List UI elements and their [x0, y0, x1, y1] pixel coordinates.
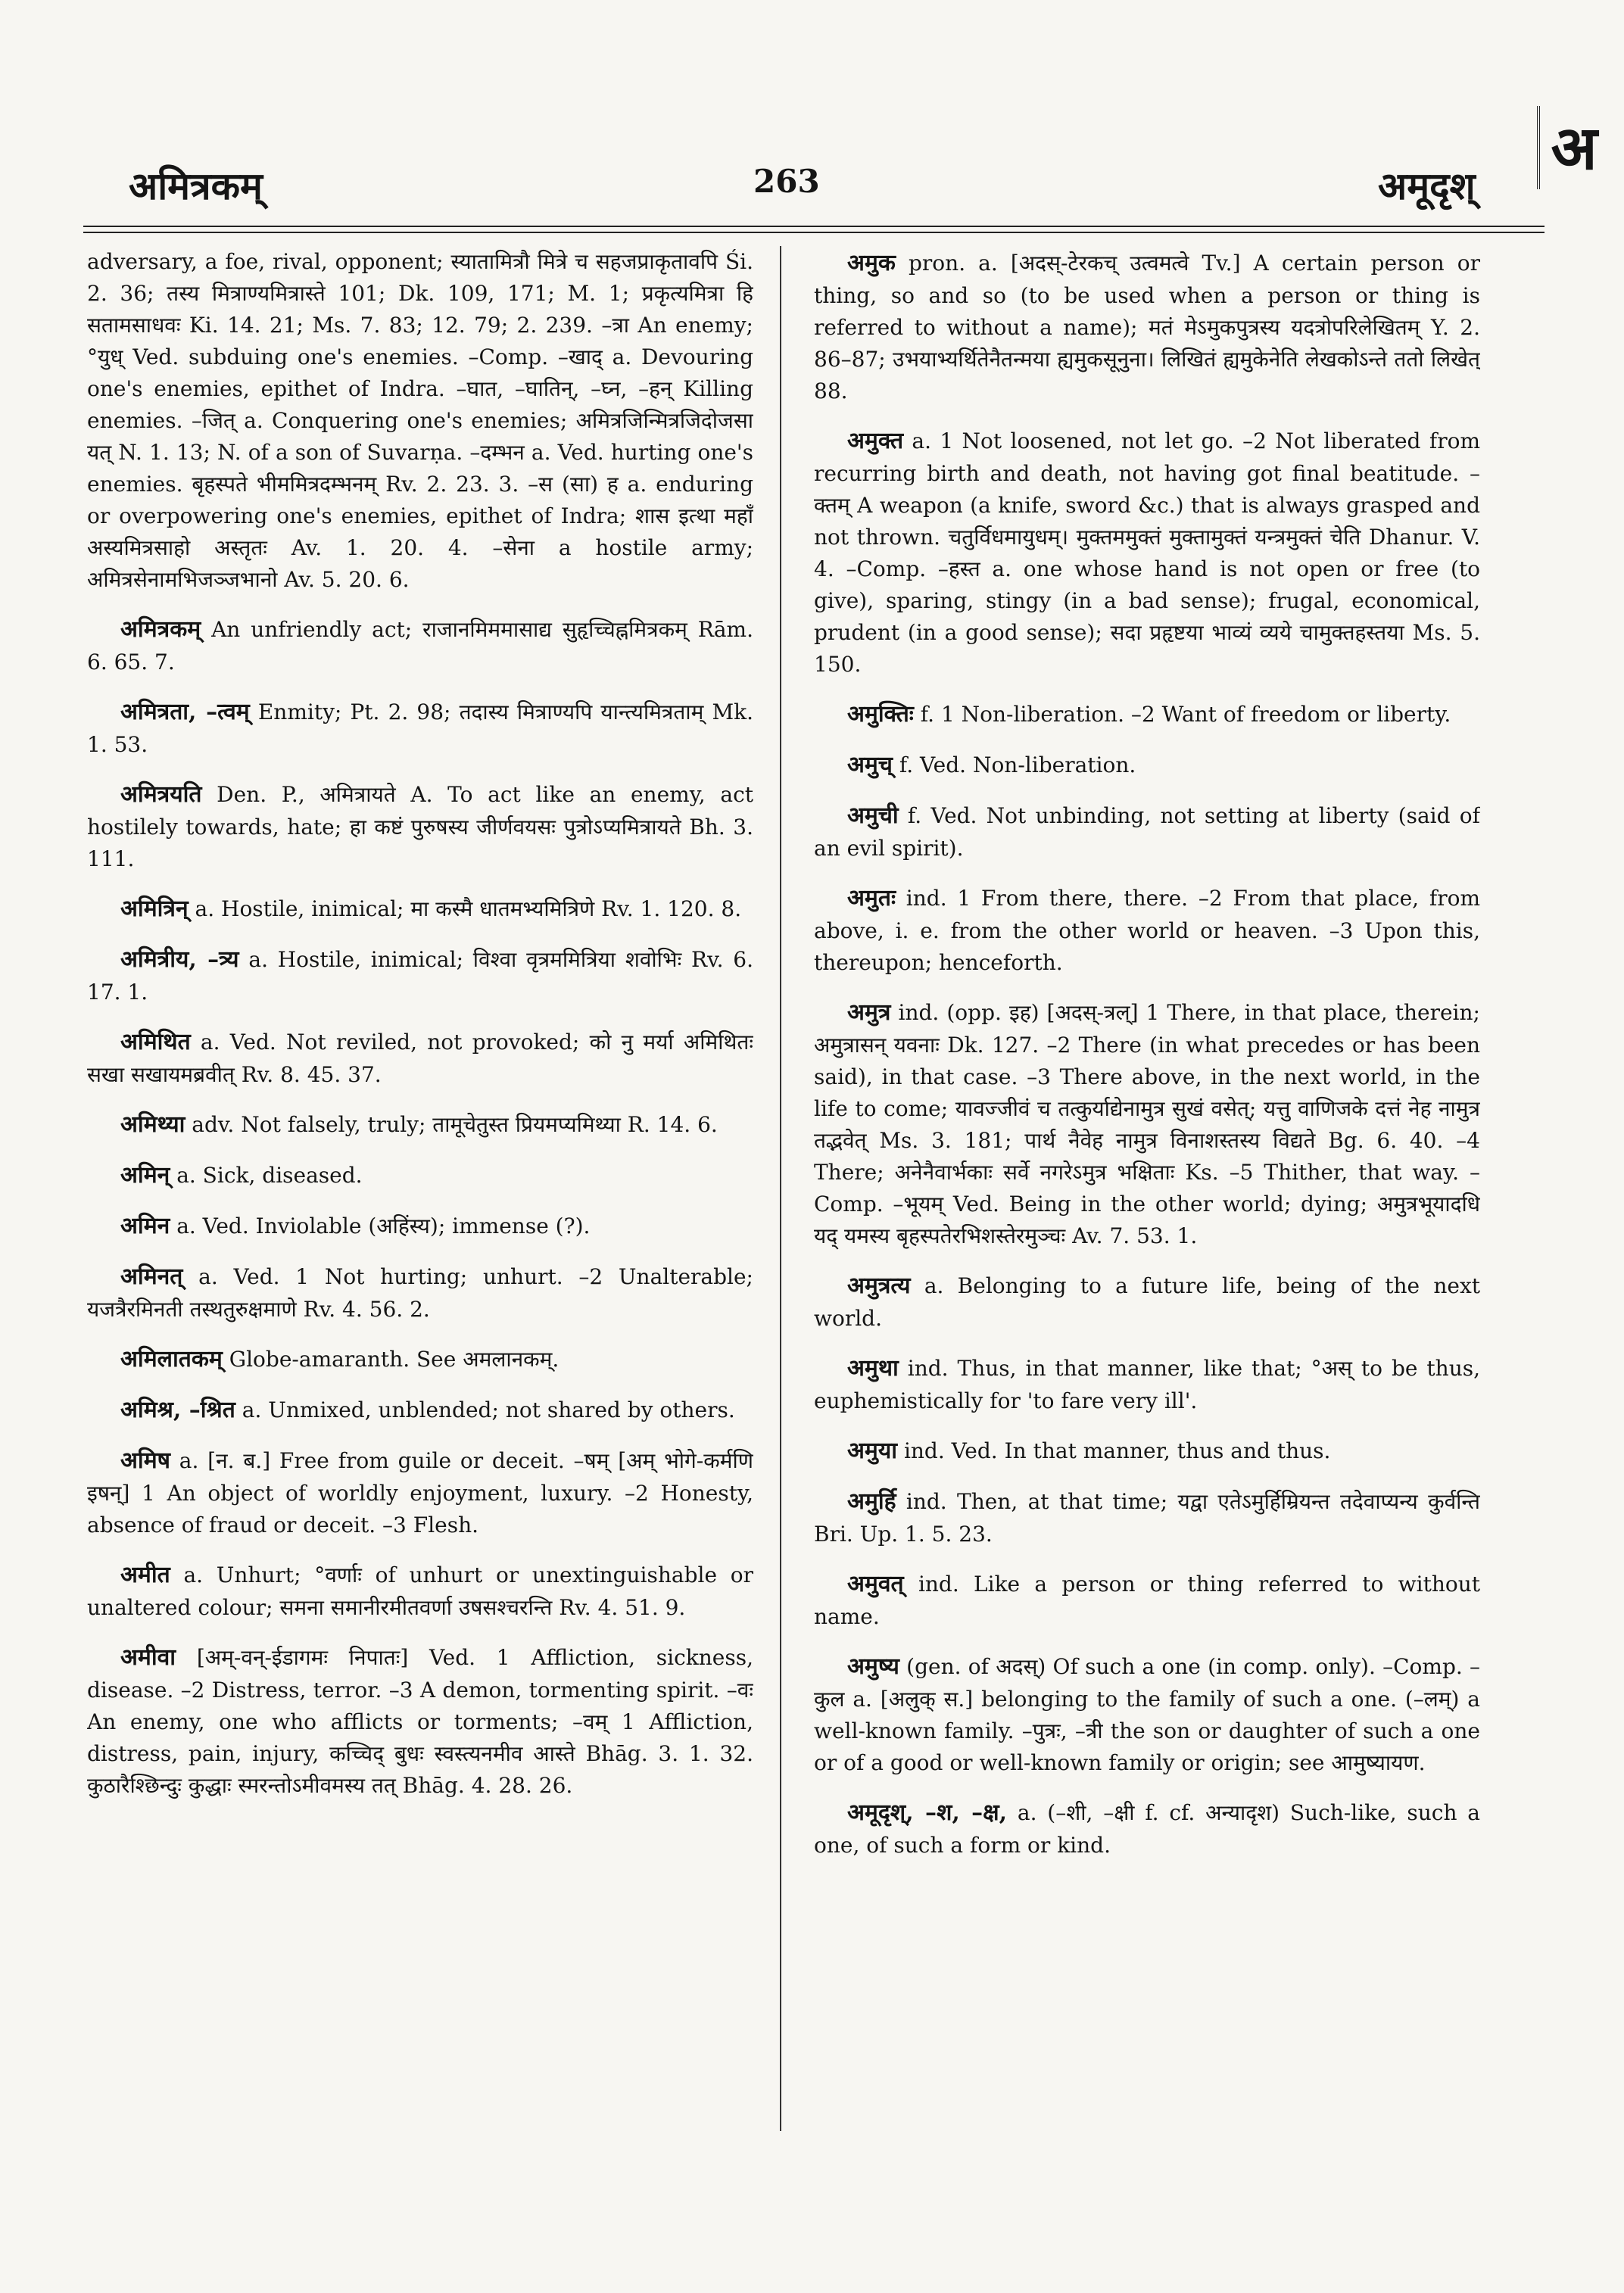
entry-definition: ind. Like a person or thing referred to without name.: [814, 1572, 1480, 1629]
entry-definition: f. 1 Non-liberation. –2 Want of freedom or liberty.: [920, 702, 1451, 727]
headword: अमिन्: [120, 1162, 170, 1189]
dictionary-entry: [814, 995, 1480, 1252]
dictionary-entry: [87, 1558, 753, 1624]
entry-definition: a. 1 Not loosened, not let go. –2 Not liberated from recurring birth and death, not having got final beatitude. –क्तम् A weapon (a knife, sword &c.) that is always grasped and not thrown. चतुर्विधमायुधम्। मुक्तममुक्तं मुक्तामुक्तं यन्त्रमुक्तं चेति Dhanur. V. 4. –Comp. –हस्त a. one whose hand is not open or free (to give), sparing, stingy (in a bad sense); frugal, economical, prudent (in a good sense); सदा प्रहृष्टया भाव्यं व्यये चामुक्तहस्तया Ms. 5. 150.: [814, 428, 1480, 677]
dictionary-entry: [87, 1342, 753, 1376]
header-right-word: अमूदृश्: [1378, 164, 1476, 208]
entry-definition: a. Unhurt; °वर्णाः of unhurt or unextinguishable or unaltered colour; समना समानीरमीतवर्णा उषसश्चरन्ति Rv. 4. 51. 9.: [87, 1562, 753, 1620]
headword: अमुतः: [847, 885, 896, 911]
entry-definition: (gen. of अदस्) Of such a one (in comp. only). –Comp. –कुल a. [अलुक् स.] belonging to the family of such a one. (–लम्) a well-known family. –पुत्रः, –त्री the son or daughter of such a one or of a good or well-known family or origin; see आमुष्यायण.: [814, 1654, 1480, 1775]
headword: अमुक्त: [847, 428, 904, 454]
entry-definition: a. Sick, diseased.: [176, 1163, 363, 1188]
entry-definition: f. Ved. Not unbinding, not setting at liberty (said of an evil spirit).: [814, 803, 1480, 861]
headword: अमुथा: [847, 1355, 899, 1382]
entry-definition: An unfriendly act; राजानमिममासाद्य सुहृच्चिह्नमित्रकम् Rām. 6. 65. 7.: [87, 617, 753, 675]
headword: अमुक: [847, 250, 896, 276]
header-rule-top: [83, 226, 1545, 227]
dictionary-entry: [87, 777, 753, 875]
entry-definition: a. Unmixed, unblended; not shared by others.: [242, 1397, 735, 1422]
entry-definition: ind. (opp. इह) [अदस्-त्रल्] 1 There, in that place, therein; अमुत्रासन् यवनाः Dk. 127. –2 There (in what precedes or has been said), in that case. –3 There above, in the next world, in the life to come; यावज्जीवं च तत्कुर्याद्येनामुत्र सुखं वसेत्; यत्तु वाणिजके दत्तं नेह नामुत्र तद्भवेत् Ms. 3. 181; पार्थ नैवेह नामुत्र विनाशस्तस्य विद्यते Bg. 6. 40. –4 There; अनेनैवार्भकाः सर्वे नगरेऽमुत्र भक्षिताः Ks. –5 Thither, that way. –Comp. –भूयम् Ved. Being in the other world; dying; अमुत्रभूयादधि यद् यमस्य बृहस्पतेरभिशस्तेरमुञ्चः Av. 7. 53. 1.: [814, 1000, 1480, 1248]
dictionary-entry: [87, 1025, 753, 1091]
headword: अमुवत्: [847, 1571, 904, 1597]
column-divider: [780, 246, 781, 2131]
headword: अमित्रिन्: [120, 896, 189, 922]
headword: अमुष्य: [847, 1653, 899, 1680]
dictionary-entry: [87, 1393, 753, 1427]
headword: अमुर्हि: [847, 1488, 896, 1515]
entry-definition: Enmity; Pt. 2. 98; तदास्य मित्राण्यपि यान्त्यमित्रताम् Mk. 1. 53.: [87, 699, 753, 757]
entry-definition: a. Ved. 1 Not hurting; unhurt. –2 Unalterable; यजत्रैरमिनती तस्थतुरुक्षमाणे Rv. 4. 56. 2.: [87, 1264, 753, 1322]
entry-definition: a. Belonging to a future life, being of the next world.: [814, 1273, 1480, 1331]
headword: अमुच्: [847, 752, 893, 778]
dictionary-entry: [814, 424, 1480, 681]
entry-definition: f. Ved. Non-liberation.: [899, 752, 1136, 777]
headword: अमित्रकम्: [120, 616, 201, 643]
headword: अमिनत्: [120, 1263, 183, 1290]
dictionary-entry: [87, 1640, 753, 1802]
entry-definition: adv. Not falsely, truly; तामूचेतुस्त प्रियमप्यमिथ्या R. 14. 6.: [192, 1112, 718, 1137]
dictionary-entry: [814, 1567, 1480, 1633]
dictionary-entry: [814, 1351, 1480, 1417]
entry-definition: pron. a. [अदस्-टेरकच् उत्वमत्वे Tv.] A certain person or thing, so and so (to be used when a person or thing is referred to without a name); मतं मेऽमुकपुत्रस्य यदत्रोपरिलेखितम् Y. 2. 86–87; उभयाभ्यर्थितेनैतन्मया ह्यमुकसूनुना। लिखितं ह्यमुकेनेति लेखकोऽन्ते ततो लिखेत् 88.: [814, 251, 1480, 403]
entry-definition: adversary, a foe, rival, opponent; स्यातामित्रौ मित्रे च सहजप्राकृतावपि Śi. 2. 36; तस्य मित्राण्यमित्रास्ते 101; Dk. 109, 171; M. 1; प्रकृत्यमित्रा हि सतामसाधवः Ki. 14. 21; Ms. 7. 83; 12. 79; 2. 239. –त्रा An enemy; °युध् Ved. subduing one's enemies. –Comp. –खाद् a. Devouring one's enemies, epithet of Indra. –घात, –घातिन्, –घ्न, –हन् Killing enemies. –जित् a. Conquering one's enemies; अमित्रजिन्मित्रजिदोजसा यत् N. 1. 13; N. of a son of Suvarṇa. –दम्भन a. Ved. hurting one's enemies. बृहस्पते भीममित्रदम्भनम् Rv. 2. 23. 3. –स (सा) ह a. enduring or overpowering one's enemies, epithet of Indra; शास इत्था महाँ अस्यमित्रसाहो अस्तृतः Av. 1. 20. 4. –सेना a hostile army; अमित्रसेनामभिजञ्जभानो Av. 5. 20. 6.: [87, 249, 753, 592]
dictionary-entry: [87, 1209, 753, 1243]
entry-definition: ind. Ved. In that manner, thus and thus.: [903, 1438, 1331, 1463]
dictionary-entry: [87, 246, 753, 596]
left-column: [87, 246, 753, 2101]
headword: अमित्रता, –त्वम्: [120, 699, 250, 725]
entry-definition: ind. Then, at that time; यद्वा एतेऽमुर्हिम्रियन्त तदेवाप्यन्य कुर्वन्ति Bri. Up. 1. 5. 23.: [814, 1489, 1480, 1547]
headword: अमिथ्या: [120, 1111, 185, 1138]
headword: अमुया: [847, 1438, 898, 1464]
right-column: [814, 246, 1480, 2101]
headword: अमूदृश्, –श, –क्ष,: [847, 1799, 1008, 1826]
entry-definition: ind. Thus, in that manner, like that; °अस् to be thus, euphemistically for 'to fare very ill'.: [814, 1356, 1480, 1413]
headword: अमुत्रत्य: [847, 1273, 911, 1299]
entry-definition: a. (–शी, –क्षी f. cf. अन्यादृश) Such-like, such a one, of such a form or kind.: [814, 1800, 1480, 1858]
entry-definition: a. Ved. Not reviled, not provoked; को नु मर्या अमिथितः सखा सखायमब्रवीत् Rv. 8. 45. 37.: [87, 1030, 753, 1087]
entry-definition: a. Hostile, inimical; मा कस्मै धातमभ्यमित्रिणे Rv. 1. 120. 8.: [195, 896, 742, 921]
thumb-index-tab: अ: [1537, 106, 1608, 189]
dictionary-entry: [87, 1108, 753, 1142]
headword: अमुत्र: [847, 999, 891, 1026]
dictionary-entry: [814, 1485, 1480, 1550]
dictionary-entry: [87, 942, 753, 1008]
entry-definition: a. Hostile, inimical; विश्वा वृत्रममित्रिया शवोभिः Rv. 6. 17. 1.: [87, 947, 753, 1005]
dictionary-entry: [814, 881, 1480, 979]
dictionary-entry: [814, 1269, 1480, 1335]
page-number: 263: [753, 163, 820, 200]
headword: अमित्रीय, –त्र्य: [120, 946, 239, 973]
dictionary-entry: [87, 1158, 753, 1192]
dictionary-entry: [814, 1434, 1480, 1468]
dictionary-entry: [87, 695, 753, 761]
dictionary-entry: [87, 1444, 753, 1541]
dictionary-entry: [87, 892, 753, 926]
dictionary-entry: [814, 697, 1480, 731]
dictionary-entry: [814, 799, 1480, 865]
dictionary-entry: [87, 612, 753, 678]
headword: अमिथित: [120, 1029, 191, 1055]
headword: अमीवा: [120, 1644, 176, 1671]
headword: अमिश्र, –श्रित: [120, 1397, 235, 1423]
headword: अमिन: [120, 1213, 170, 1239]
entry-definition: Den. P., अमित्रायते A. To act like an enemy, act hostilely towards, hate; हा कष्टं पुरुषस्य जीर्णवयसः पुत्रोऽप्यमित्रायते Bh. 3. 111.: [87, 782, 753, 871]
dictionary-entry: [87, 1260, 753, 1326]
dictionary-entry: [814, 1796, 1480, 1862]
dictionary-entry: [814, 1650, 1480, 1779]
headword: अमिष: [120, 1447, 170, 1474]
entry-definition: Globe-amaranth. See अमलानकम्.: [229, 1347, 560, 1372]
dictionary-entry: [814, 246, 1480, 407]
entry-definition: a. [न. ब.] Free from guile or deceit. –षम् [अम् भोगे-कर्मणि इषन्] 1 An object of worldly enjoyment, luxury. –2 Honesty, absence of fraud or deceit. –3 Flesh.: [87, 1448, 753, 1537]
entry-definition: ind. 1 From there, there. –2 From that place, from above, i. e. from the other world or heaven. –3 Upon this, thereupon; henceforth.: [814, 886, 1480, 975]
headword: अमुची: [847, 802, 899, 829]
headword: अमित्रयति: [120, 781, 202, 808]
entry-definition: [अम्-वन्-ईडागमः निपातः] Ved. 1 Affliction, sickness, disease. –2 Distress, terror. –3 A demon, tormenting spirit. –वः An enemy, one who afflicts or torments; –वम् 1 Affliction, distress, pain, injury, कच्चिद् बुधः स्वस्त्यनमीव आस्ते Bhāg. 3. 1. 32. कुठारैश्छिन्दुः कुद्धाः स्मरन्तोऽमीवमस्य तत् Bhāg. 4. 28. 26.: [87, 1645, 753, 1798]
header-left-word: अमित्रकम्: [129, 164, 263, 208]
dictionary-entry: [814, 748, 1480, 782]
headword: अमिलातकम्: [120, 1346, 223, 1372]
headword: अमीत: [120, 1562, 170, 1588]
entry-definition: a. Ved. Inviolable (अहिंस्य); immense (?).: [176, 1213, 591, 1238]
headword: अमुक्तिः: [847, 701, 914, 727]
header-rule-bottom: [83, 232, 1545, 233]
